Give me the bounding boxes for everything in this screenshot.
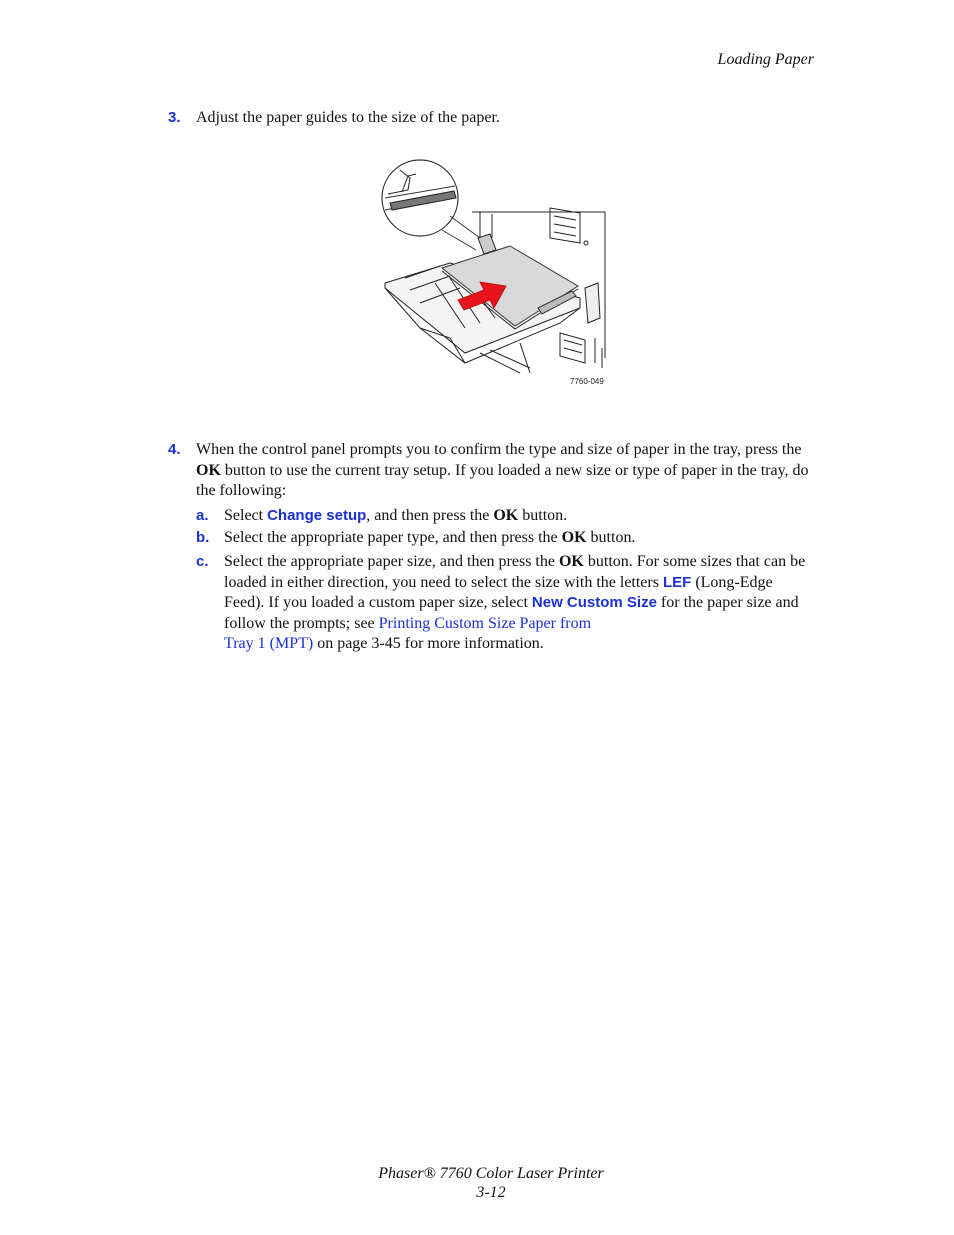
substep-letter-b: b. [196, 529, 210, 546]
new-custom-size-ui-term: New Custom Size [531, 594, 657, 611]
printing-custom-size-link[interactable]: Printing Custom Size Paper from [378, 614, 592, 632]
substep-letter-a: a. [196, 507, 209, 524]
step-number-4: 4. [168, 441, 181, 458]
change-setup-ui-term: Change setup [267, 507, 367, 524]
step-4-text: When the control panel prompts you to confirm the type and size of paper in the tray, press the OK button to use the current tray setup. If you loaded a new size or type of paper in the tray, do the following: [196, 441, 809, 499]
figure-id-label: 7760-049 [570, 377, 604, 386]
step-number-3: 3. [168, 109, 181, 126]
tray1-mpt-link[interactable]: Tray 1 (MPT) [224, 635, 314, 652]
step-3-text: Adjust the paper guides to the size of the paper. [196, 109, 500, 126]
substep-letter-c: c. [196, 553, 209, 570]
substep-a-text: Select Change setup, and then press the OK button. [224, 507, 568, 524]
running-header: Loading Paper [717, 51, 814, 68]
lef-ui-term: LEF [662, 573, 692, 591]
substep-b-text: Select the appropriate paper type, and then press the OK button. [224, 529, 636, 546]
footer-product-name: Phaser® 7760 Color Laser Printer [378, 1165, 604, 1182]
substep-c-text: Select the appropriate paper size, and then press the OK button. For some sizes that can be loaded in either direction, you need to select the size with the letters LEF (Long-Edge Feed). If you loaded a custom paper size, select New Custom Size for the paper size and follow the prompts; see Printing Custom Size Paper from Tray 1 (MPT) on page 3-45 for more information. [224, 553, 806, 652]
page-footer [0, 1164, 954, 1202]
printer-tray-illustration [380, 158, 612, 390]
ok-button-ref: OK [196, 461, 221, 479]
page-number: 3-12 [476, 1184, 506, 1201]
